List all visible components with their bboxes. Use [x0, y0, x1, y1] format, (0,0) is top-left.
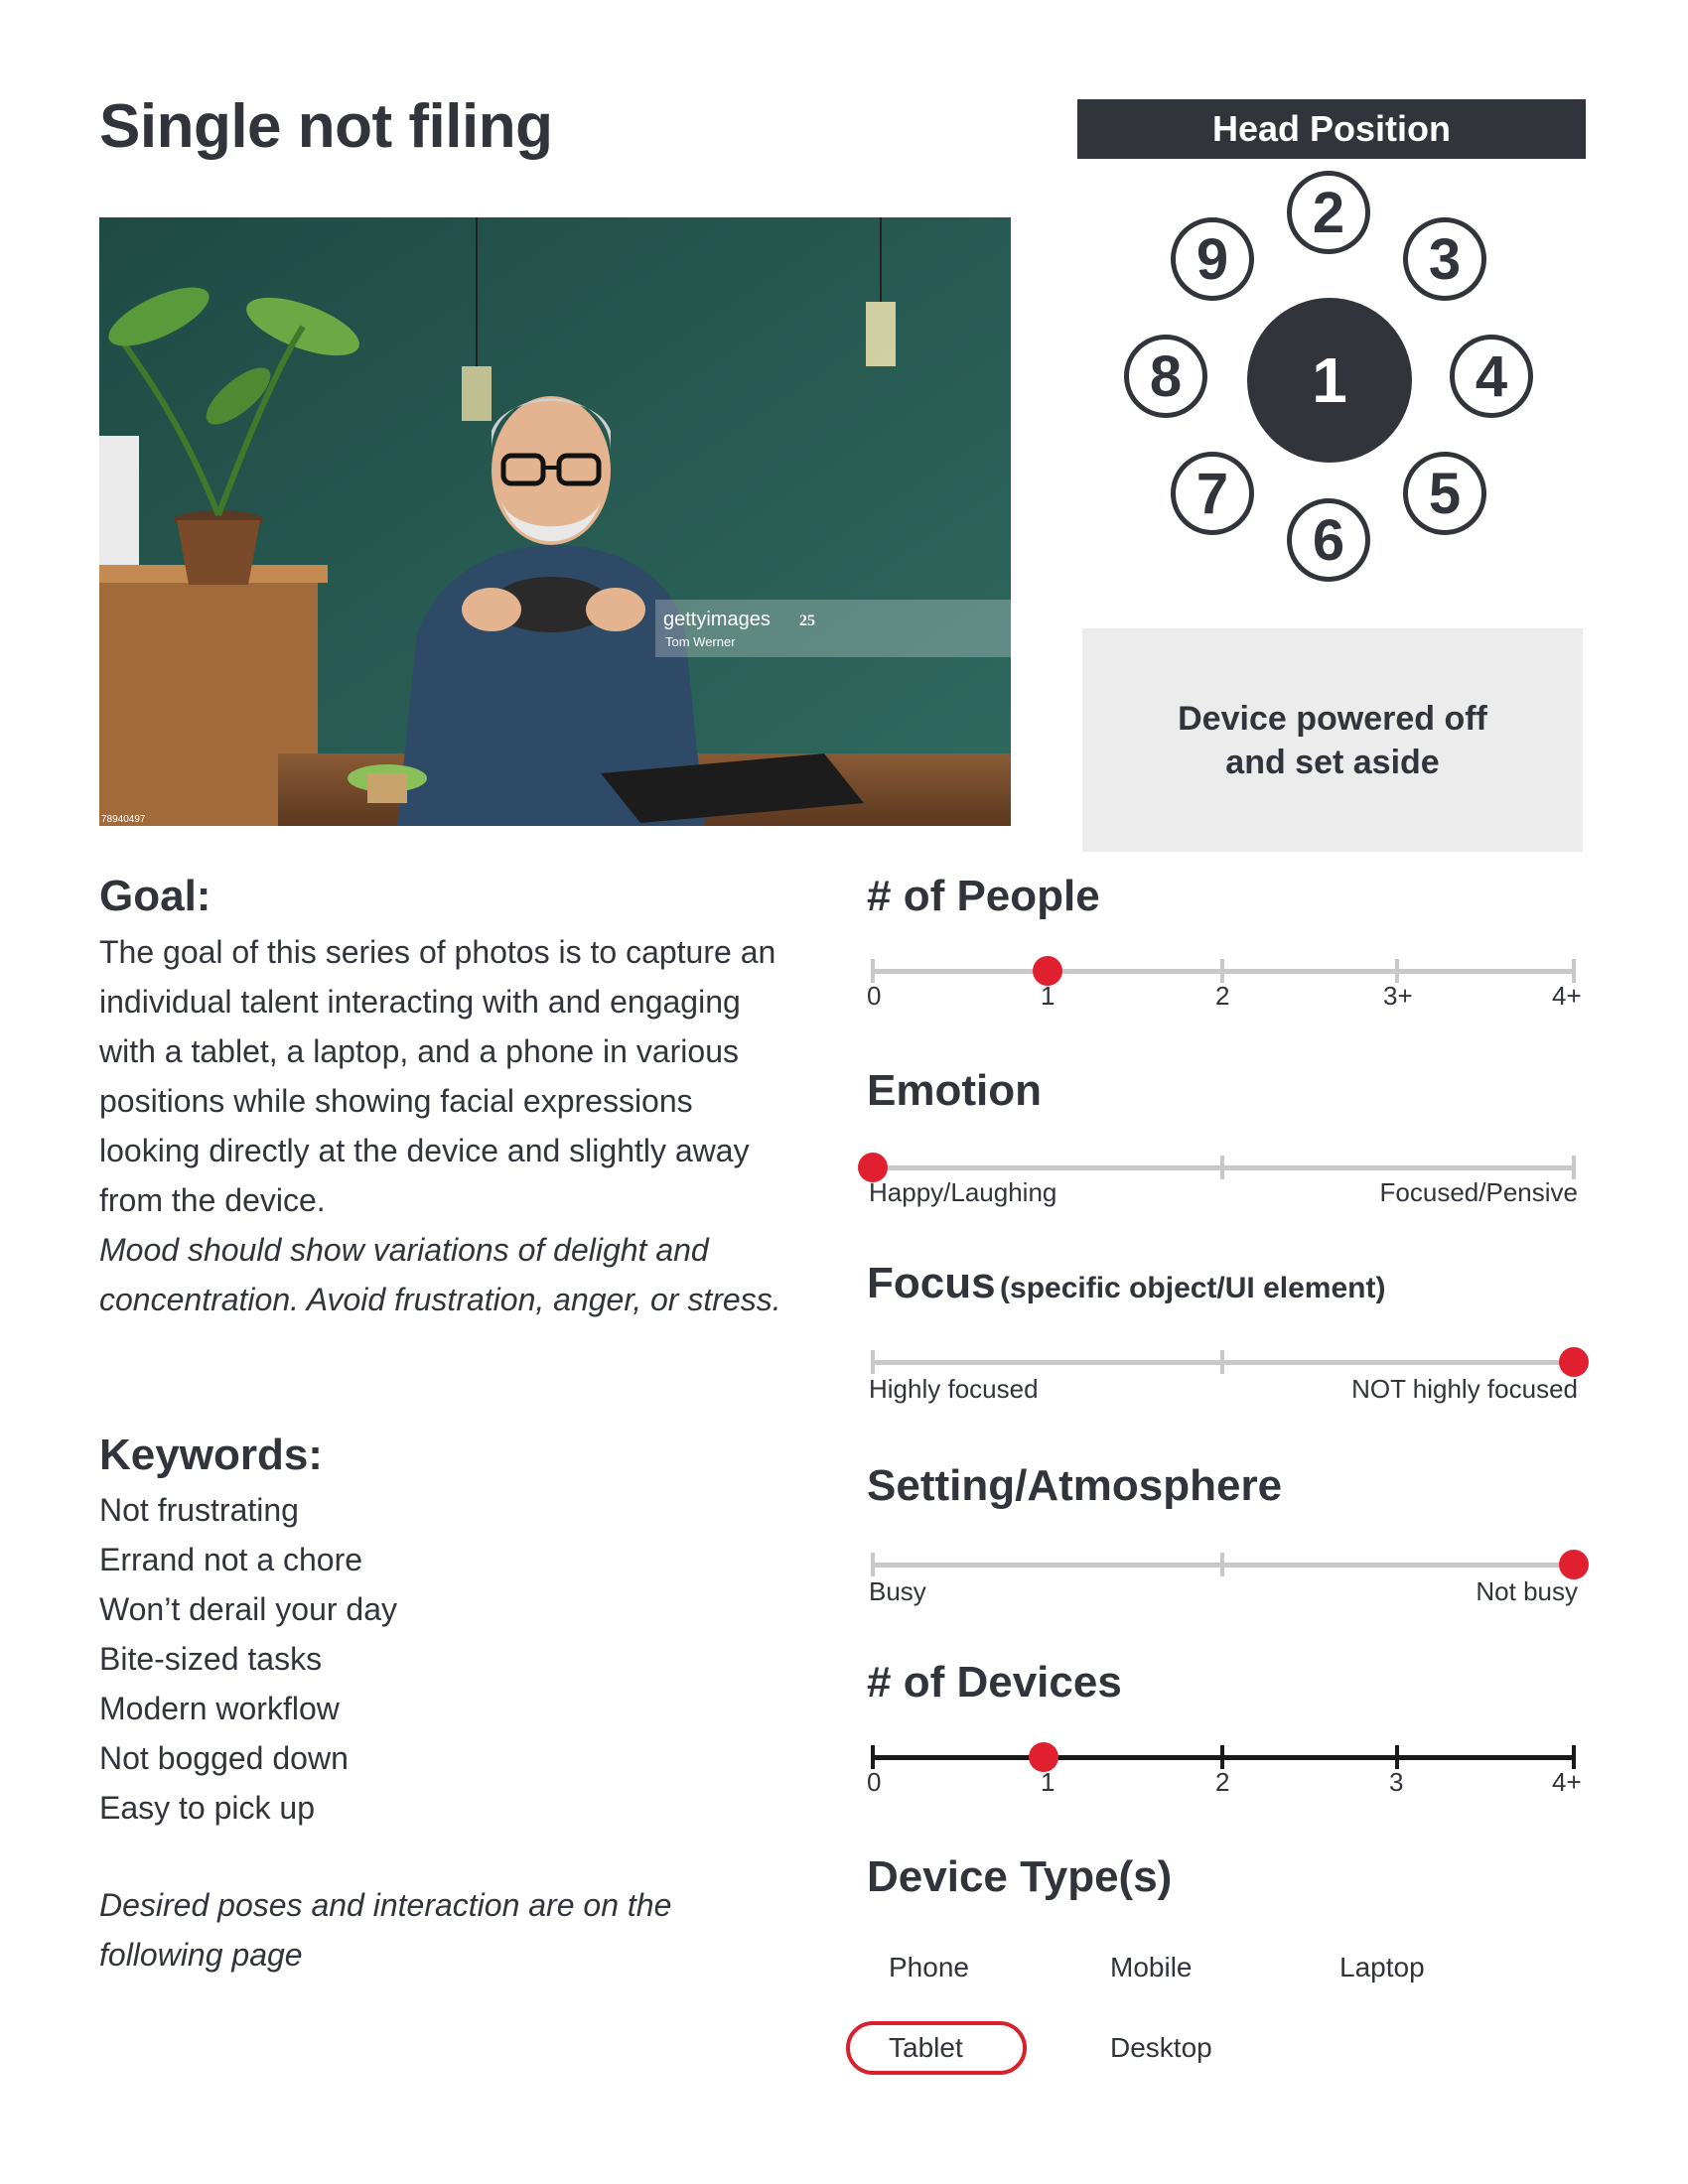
- emotion-right-label: Focused/Pensive: [1379, 1177, 1578, 1207]
- device-type-laptop[interactable]: Laptop: [1339, 1952, 1425, 1982]
- setting-heading: Setting/Atmosphere: [867, 1461, 1283, 1510]
- page-title: Single not filing: [99, 92, 553, 161]
- keyword-item: Errand not a chore: [99, 1542, 363, 1577]
- watermark-badge: 25: [799, 613, 815, 629]
- device-type-desktop[interactable]: Desktop: [1110, 2032, 1212, 2063]
- focus-heading: [867, 1259, 1385, 1308]
- setting-slider: [867, 1547, 1582, 1606]
- hero-photo: [99, 217, 1011, 826]
- people-tick-2: 2: [1215, 981, 1230, 1011]
- device-state-line-1: Device powered off: [1178, 699, 1487, 738]
- focus-right-label: NOT highly focused: [1351, 1374, 1578, 1404]
- head-position-9: 9: [1171, 217, 1254, 301]
- device-type-mobile[interactable]: Mobile: [1110, 1952, 1193, 1982]
- head-position-header: Head Position: [1077, 99, 1586, 159]
- head-position-2: 2: [1287, 171, 1370, 254]
- people-heading: # of People: [867, 872, 1100, 920]
- people-tick-4: 4+: [1552, 981, 1582, 1011]
- devices-heading: # of Devices: [867, 1658, 1122, 1706]
- head-position-6: 6: [1287, 498, 1370, 582]
- setting-knob[interactable]: [1559, 1550, 1589, 1579]
- focus-subtitle: (specific object/UI element): [1000, 1272, 1386, 1304]
- head-position-5: 5: [1403, 452, 1486, 535]
- keyword-item: Not bogged down: [99, 1740, 349, 1776]
- device-types-heading: Device Type(s): [867, 1852, 1173, 1901]
- focus-slider: [867, 1344, 1582, 1404]
- keyword-item: Easy to pick up: [99, 1790, 315, 1826]
- device-type-phone[interactable]: Phone: [889, 1952, 969, 1982]
- people-tick-1: 1: [1041, 981, 1055, 1011]
- keywords-heading: Keywords:: [99, 1431, 323, 1479]
- device-type-tablet[interactable]: Tablet: [889, 2032, 963, 2063]
- head-position-4: 4: [1450, 335, 1533, 418]
- emotion-heading: Emotion: [867, 1066, 1042, 1115]
- keywords-list: [99, 1485, 397, 1833]
- head-position-8: 8: [1124, 335, 1207, 418]
- goal-mood: Mood should show variations of delight and concentration. Avoid frustration, anger, or stress.: [99, 1232, 781, 1317]
- keyword-item: Not frustrating: [99, 1492, 299, 1528]
- goal-body: [99, 927, 794, 1324]
- photo-illustration: [99, 217, 1011, 826]
- emotion-left-label: Happy/Laughing: [869, 1177, 1057, 1207]
- people-tick-3: 3+: [1383, 981, 1413, 1011]
- keyword-item: Bite-sized tasks: [99, 1641, 323, 1677]
- head-position-3: 3: [1403, 217, 1486, 301]
- photo-id: 78940497: [101, 814, 146, 825]
- devices-tick-0: 0: [867, 1767, 882, 1797]
- device-state-line-2: and set aside: [1225, 743, 1440, 781]
- goal-text: The goal of this series of photos is to capture an individual talent interacting with and engaging with a tablet, a laptop, and a phone in various positions while showing facial expressions looking directly at the device and slightly away from the device.: [99, 934, 776, 1218]
- devices-tick-2: 2: [1215, 1767, 1230, 1797]
- emotion-slider: [867, 1150, 1582, 1209]
- head-position-1: 1: [1247, 298, 1412, 463]
- devices-slider: [867, 1739, 1582, 1799]
- keyword-item: Modern workflow: [99, 1691, 340, 1726]
- keyword-item: Won’t derail your day: [99, 1591, 397, 1627]
- people-slider: [867, 953, 1582, 1013]
- setting-right-label: Not busy: [1476, 1576, 1578, 1606]
- device-state-box: [1082, 628, 1583, 852]
- devices-tick-3: 3: [1389, 1767, 1404, 1797]
- devices-tick-1: 1: [1041, 1767, 1055, 1797]
- closing-note: Desired poses and interaction are on the following page: [99, 1887, 672, 1973]
- focus-title: Focus: [867, 1259, 996, 1307]
- focus-left-label: Highly focused: [869, 1374, 1039, 1404]
- setting-left-label: Busy: [869, 1576, 926, 1606]
- people-tick-0: 0: [867, 981, 882, 1011]
- devices-tick-4: 4+: [1552, 1767, 1582, 1797]
- head-position-7: 7: [1171, 452, 1254, 535]
- focus-knob[interactable]: [1559, 1347, 1589, 1377]
- goal-heading: Goal:: [99, 872, 211, 920]
- watermark-credit: Tom Werner: [665, 634, 736, 649]
- head-position-diagram: [1077, 169, 1586, 596]
- watermark-brand: gettyimages: [663, 609, 771, 630]
